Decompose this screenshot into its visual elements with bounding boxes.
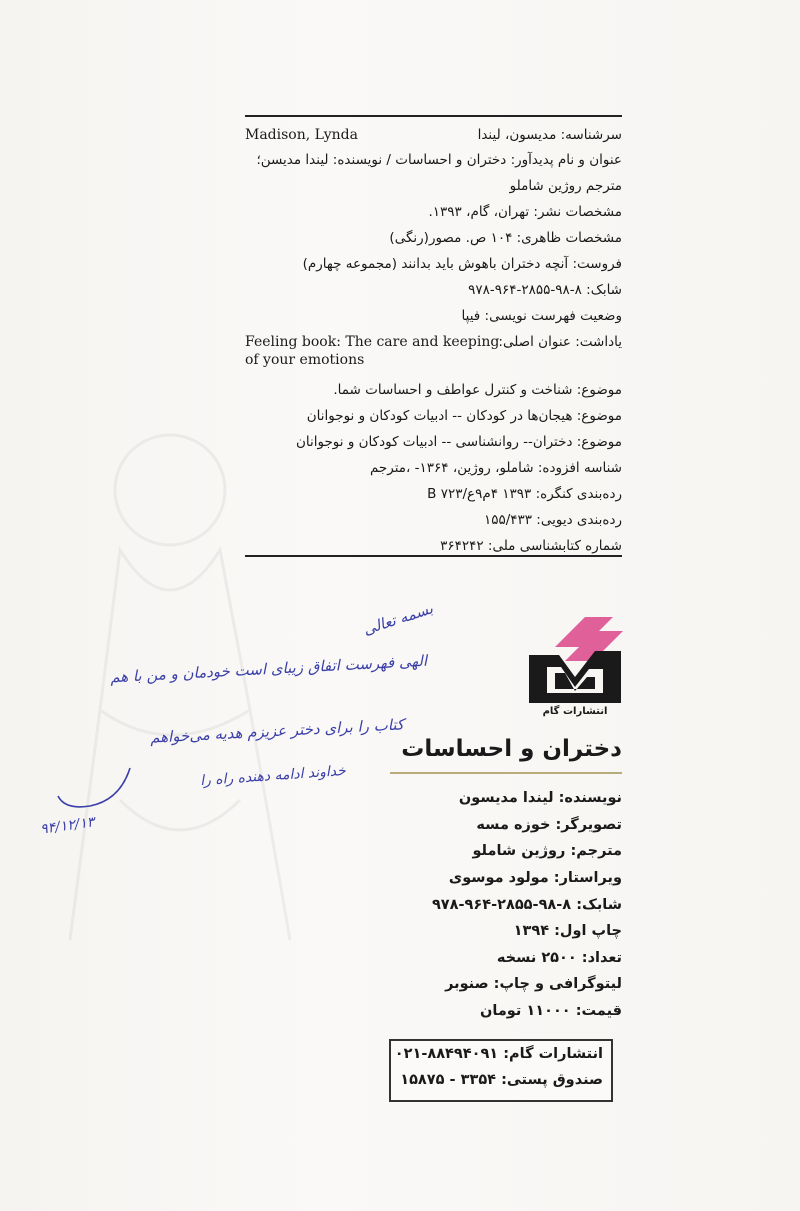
book-title: دختران و احساسات	[401, 736, 622, 762]
credit-printer: لیتوگرافی و چاپ: صنوبر	[445, 976, 622, 992]
credit-illustrator: تصویرگر: خوزه مسه	[476, 817, 622, 833]
credit-isbn: شابک: ۸-۹۸-۲۸۵۵-۹۶۴-۹۷۸	[431, 897, 622, 913]
cip-physical: مشخصات ظاهری: ۱۰۴ ص. مصور(رنگی)	[389, 230, 622, 246]
cip-isbn: شابک: ۸-۹۸-۲۸۵۵-۹۶۴-۹۷۸	[468, 282, 622, 298]
credit-first-print: چاپ اول: ۱۳۹۴	[513, 923, 622, 939]
handwritten-line: خداوند ادامه دهنده راه را	[199, 762, 347, 790]
cip-dewey-class: رده‌بندی دیویی: ۱۵۵/۴۳۳	[483, 512, 622, 528]
cip-national-number: شماره کتابشناسی ملی: ۳۶۴۲۴۲	[440, 538, 622, 554]
cip-subject: موضوع: هیجان‌ها در کودکان -- ادبیات کودکان و نوجوانان	[306, 408, 622, 424]
cip-subject: موضوع: شناخت و کنترل عواطف و احساسات شما.	[333, 382, 622, 398]
handwritten-flourish	[50, 760, 140, 820]
cip-series: فروست: آنچه دختران باهوش باید بدانند (مجموعه چهارم)	[302, 256, 622, 272]
cip-note: یاداشت: عنوان اصلی:	[498, 334, 622, 350]
credit-author: نویسنده: لیندا مدیسون	[458, 790, 622, 806]
cip-heading: سرشناسه: مدیسون، لیندا	[477, 127, 622, 143]
cip-added-entry: شناسه افزوده: شاملو، روژین، ۱۳۶۴- ،مترجم	[369, 460, 622, 476]
cip-title-line: مترجم روژین شاملو	[509, 178, 622, 194]
cip-original-title: of your emotions	[245, 352, 365, 368]
handwritten-line: کتاب را برای دختر عزیزم هدیه می‌خواهم	[149, 715, 405, 747]
cip-original-title: Feeling book: The care and keeping	[245, 334, 500, 350]
credit-price: قیمت: ۱۱۰۰۰ تومان	[480, 1003, 622, 1019]
handwritten-line: بسمه تعالی	[360, 599, 436, 639]
cip-title-line: عنوان و نام پدیدآور: دختران و احساسات / نویسنده: لیندا مدیسن؛	[256, 152, 622, 168]
cip-heading-latin: Madison, Lynda	[245, 127, 358, 143]
publisher-phone: انتشارات گام: ۸۸۴۹۴۰۹۱-۰۲۱	[394, 1046, 603, 1062]
cip-bottom-rule	[245, 555, 622, 557]
cip-top-rule	[245, 115, 622, 117]
credit-print-run: تعداد: ۲۵۰۰ نسخه	[496, 950, 622, 966]
handwritten-date: ۹۴/۱۲/۱۳	[39, 814, 96, 838]
cip-subject: موضوع: دختران-- روانشناسی -- ادبیات کودکان و نوجوانان	[295, 434, 622, 450]
cip-cataloging-status: وضعیت فهرست نویسی: فیپا	[461, 308, 622, 324]
title-rule	[390, 772, 622, 774]
handwritten-line: الهی فهرست اتفاق زیبای است خودمان و من با هم	[109, 651, 428, 687]
publisher-logo-text: انتشارات گام	[542, 706, 608, 717]
publisher-pobox: صندوق پستی: ۳۳۵۴ - ۱۵۸۷۵	[400, 1072, 603, 1088]
publisher-contact-box	[389, 1039, 613, 1102]
publisher-logo	[525, 607, 625, 717]
credit-editor: ویراستار: مولود موسوی	[448, 870, 622, 886]
credit-translator: مترجم: روژین شاملو	[472, 843, 622, 859]
cip-congress-class: رده‌بندی کنگره: ۱۳۹۳ ۴م۹ع/۷۲۳ B	[427, 486, 622, 502]
cip-publication: مشخصات نشر: تهران، گام، ۱۳۹۳.	[428, 204, 622, 220]
